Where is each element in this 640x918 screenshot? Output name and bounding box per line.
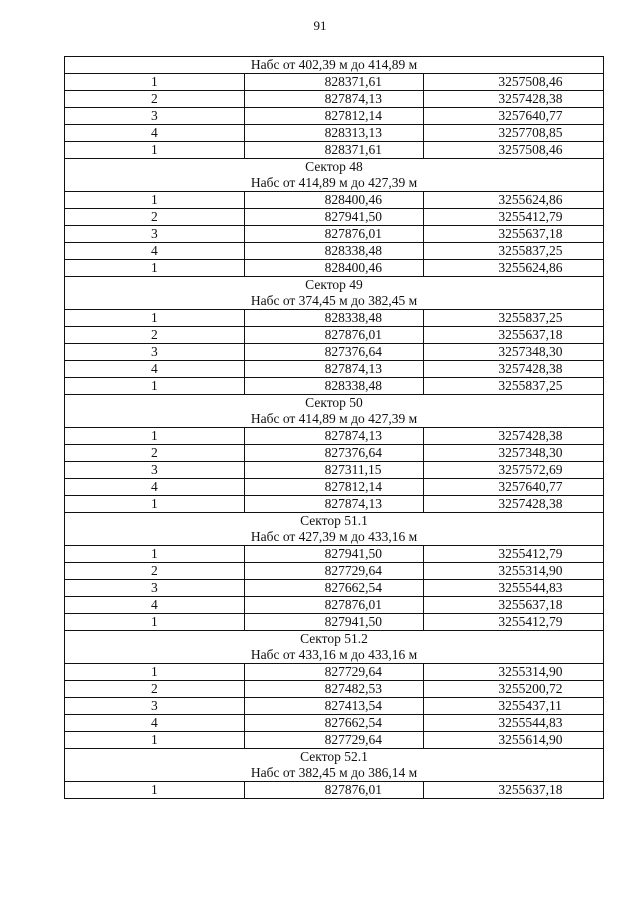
point-number: 4: [65, 715, 245, 732]
table-row: [65, 698, 604, 715]
height-range-row: [65, 57, 604, 74]
coord-x: 827876,01: [244, 782, 424, 799]
height-range-row: [65, 175, 604, 192]
point-number: 4: [65, 361, 245, 378]
coord-y: 3255624,86: [424, 260, 604, 277]
table-row: [65, 91, 604, 108]
height-range: Набс от 427,39 м до 433,16 м: [65, 529, 604, 546]
height-range: Набс от 374,45 м до 382,45 м: [65, 293, 604, 310]
coord-y: 3257348,30: [424, 445, 604, 462]
coord-y: 3255637,18: [424, 327, 604, 344]
coord-y: 3255200,72: [424, 681, 604, 698]
coord-x: 827662,54: [244, 715, 424, 732]
coord-y: 3255412,79: [424, 614, 604, 631]
point-number: 1: [65, 614, 245, 631]
table-row: [65, 496, 604, 513]
table-row: [65, 344, 604, 361]
table-row: [65, 546, 604, 563]
height-range-row: [65, 411, 604, 428]
coord-x: 827729,64: [244, 732, 424, 749]
table-row: [65, 243, 604, 260]
point-number: 2: [65, 563, 245, 580]
coord-y: 3257348,30: [424, 344, 604, 361]
coord-x: 828338,48: [244, 378, 424, 395]
coord-x: 827413,54: [244, 698, 424, 715]
table-row: [65, 428, 604, 445]
point-number: 1: [65, 546, 245, 563]
table-row: [65, 563, 604, 580]
height-range-row: [65, 529, 604, 546]
coord-x: 827729,64: [244, 563, 424, 580]
point-number: 1: [65, 260, 245, 277]
table-row: [65, 479, 604, 496]
coord-x: 827876,01: [244, 327, 424, 344]
table-row: [65, 614, 604, 631]
table-row: [65, 378, 604, 395]
coord-x: 827941,50: [244, 614, 424, 631]
coord-x: 828400,46: [244, 260, 424, 277]
coord-x: 828371,61: [244, 142, 424, 159]
point-number: 1: [65, 732, 245, 749]
point-number: 3: [65, 226, 245, 243]
coord-y: 3255544,83: [424, 580, 604, 597]
page-number: 91: [313, 18, 327, 33]
point-number: 4: [65, 479, 245, 496]
table-row: [65, 597, 604, 614]
coord-y: 3257428,38: [424, 428, 604, 445]
sector-title: Сектор 48: [65, 159, 604, 176]
sector-title-row: [65, 159, 604, 176]
point-number: 2: [65, 209, 245, 226]
coord-y: 3255637,18: [424, 226, 604, 243]
table-row: [65, 192, 604, 209]
sector-title-row: [65, 395, 604, 412]
coord-x: 827941,50: [244, 546, 424, 563]
coord-y: 3255314,90: [424, 664, 604, 681]
coord-y: 3257428,38: [424, 496, 604, 513]
coord-x: 827482,53: [244, 681, 424, 698]
table-row: [65, 361, 604, 378]
height-range-row: [65, 647, 604, 664]
coord-x: 827812,14: [244, 479, 424, 496]
height-range: Набс от 402,39 м до 414,89 м: [65, 57, 604, 74]
coord-y: 3257508,46: [424, 142, 604, 159]
table-row: [65, 327, 604, 344]
point-number: 1: [65, 74, 245, 91]
coord-x: 827376,64: [244, 344, 424, 361]
coord-x: 827874,13: [244, 91, 424, 108]
point-number: 1: [65, 782, 245, 799]
point-number: 3: [65, 108, 245, 125]
height-range-row: [65, 765, 604, 782]
coord-x: 827876,01: [244, 226, 424, 243]
coord-y: 3255837,25: [424, 378, 604, 395]
point-number: 4: [65, 597, 245, 614]
coord-x: 828400,46: [244, 192, 424, 209]
point-number: 2: [65, 681, 245, 698]
point-number: 1: [65, 310, 245, 327]
table-row: [65, 715, 604, 732]
coord-y: 3257428,38: [424, 91, 604, 108]
coord-x: 828338,48: [244, 243, 424, 260]
coord-x: 827874,13: [244, 428, 424, 445]
height-range: Набс от 414,89 м до 427,39 м: [65, 411, 604, 428]
sector-title-row: [65, 631, 604, 648]
point-number: 1: [65, 378, 245, 395]
table-row: [65, 732, 604, 749]
coordinates-table: [64, 56, 604, 799]
point-number: 1: [65, 142, 245, 159]
height-range: Набс от 433,16 м до 433,16 м: [65, 647, 604, 664]
sector-title: Сектор 50: [65, 395, 604, 412]
sector-title: Сектор 51.2: [65, 631, 604, 648]
point-number: 3: [65, 580, 245, 597]
table-row: [65, 445, 604, 462]
coord-y: 3255637,18: [424, 597, 604, 614]
coord-x: 828313,13: [244, 125, 424, 142]
table-row: [65, 462, 604, 479]
coord-y: 3257508,46: [424, 74, 604, 91]
table-row: [65, 310, 604, 327]
point-number: 3: [65, 698, 245, 715]
height-range-row: [65, 293, 604, 310]
coord-x: 827311,15: [244, 462, 424, 479]
coord-x: 827812,14: [244, 108, 424, 125]
coord-y: 3255624,86: [424, 192, 604, 209]
coord-y: 3257640,77: [424, 108, 604, 125]
table-row: [65, 226, 604, 243]
sector-title: Сектор 51.1: [65, 513, 604, 530]
point-number: 1: [65, 192, 245, 209]
sector-title: Сектор 52.1: [65, 749, 604, 766]
point-number: 1: [65, 664, 245, 681]
coord-y: 3255637,18: [424, 782, 604, 799]
table-row: [65, 782, 604, 799]
coord-y: 3255437,11: [424, 698, 604, 715]
point-number: 1: [65, 428, 245, 445]
coord-x: 828338,48: [244, 310, 424, 327]
point-number: 2: [65, 91, 245, 108]
coord-y: 3255412,79: [424, 546, 604, 563]
point-number: 4: [65, 125, 245, 142]
table-row: [65, 209, 604, 226]
point-number: 2: [65, 327, 245, 344]
coord-y: 3255837,25: [424, 310, 604, 327]
table-row: [65, 664, 604, 681]
coordinates-table-body: [65, 57, 604, 799]
coord-x: 827662,54: [244, 580, 424, 597]
coord-y: 3257428,38: [424, 361, 604, 378]
coord-x: 827874,13: [244, 361, 424, 378]
table-row: [65, 580, 604, 597]
coord-y: 3255314,90: [424, 563, 604, 580]
coord-y: 3257640,77: [424, 479, 604, 496]
height-range: Набс от 414,89 м до 427,39 м: [65, 175, 604, 192]
coord-y: 3255412,79: [424, 209, 604, 226]
coord-y: 3255837,25: [424, 243, 604, 260]
coord-x: 828371,61: [244, 74, 424, 91]
coord-y: 3255544,83: [424, 715, 604, 732]
sector-title-row: [65, 749, 604, 766]
sector-title-row: [65, 513, 604, 530]
coord-x: 827729,64: [244, 664, 424, 681]
height-range: Набс от 382,45 м до 386,14 м: [65, 765, 604, 782]
point-number: 3: [65, 462, 245, 479]
coord-x: 827876,01: [244, 597, 424, 614]
coord-y: 3257708,85: [424, 125, 604, 142]
table-row: [65, 108, 604, 125]
table-row: [65, 260, 604, 277]
point-number: 4: [65, 243, 245, 260]
table-row: [65, 142, 604, 159]
point-number: 1: [65, 496, 245, 513]
sector-title-row: [65, 277, 604, 294]
coord-x: 827874,13: [244, 496, 424, 513]
sector-title: Сектор 49: [65, 277, 604, 294]
point-number: 3: [65, 344, 245, 361]
coord-x: 827941,50: [244, 209, 424, 226]
table-row: [65, 681, 604, 698]
table-row: [65, 125, 604, 142]
coord-y: 3255614,90: [424, 732, 604, 749]
point-number: 2: [65, 445, 245, 462]
coord-y: 3257572,69: [424, 462, 604, 479]
coord-x: 827376,64: [244, 445, 424, 462]
table-row: [65, 74, 604, 91]
